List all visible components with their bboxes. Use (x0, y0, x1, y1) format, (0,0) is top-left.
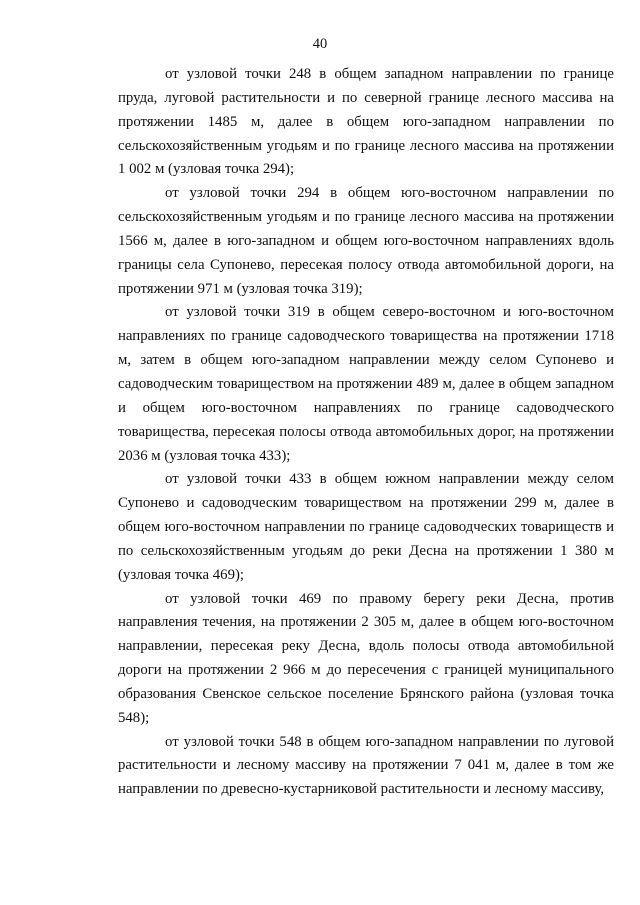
document-body (118, 63, 614, 802)
page-number: 40 (312, 36, 328, 52)
boundary-paragraph-2: от узловой точки 294 в общем юго-восточном направлении по сельскохозяйственным угодьям и по границе лесного массива на протяжении 1566 м, далее в юго-западном и общем юго-восточном направлениях вдоль границы села Супонево, пересекая полосу отвода автомобильной дороги, на протяжении 971 м (узловая точка 319); (118, 185, 614, 297)
boundary-paragraph-3: от узловой точки 319 в общем северо-восточном и юго-восточном направлениях по границе садоводческого товарищества на протяжении 1718 м, затем в общем юго-западном направлении между селом Супонево и садоводческим товариществом на протяжении 489 м, далее в общем западном и общем юго-восточном направлениях по границе садоводческого товарищества, пересекая полосы отвода автомобильных дорог, на протяжении 2036 м (узловая точка 433); (118, 304, 614, 464)
boundary-paragraph-6: от узловой точки 548 в общем юго-западном направлении по луговой растительности и лесному массиву на протяжении 7 041 м, далее в том же направлении по древесно-кустарниковой растительности и лесному массиву, (118, 733, 614, 798)
boundary-paragraph-1: от узловой точки 248 в общем западном направлении по границе пруда, луговой растительности и по северной границе лесного массива на протяжении 1485 м, далее в общем юго-западном направлении по сельскохозяйственным угодьям и по границе лесного массива на протяжении 1 002 м (узловая точка 294); (118, 66, 614, 178)
boundary-paragraph-4: от узловой точки 433 в общем южном направлении между селом Супонево и садоводческим товариществом на протяжении 299 м, далее в общем юго-восточном направлении по границе садоводческих товариществ и по сельскохозяйственным угодьям до реки Десна на протяжении 1 380 м (узловая точка 469); (118, 471, 614, 583)
boundary-paragraph-5: от узловой точки 469 по правому берегу реки Десна, против направления течения, на протяжении 2 305 м, далее в общем юго-восточном направлении, пересекая реку Десна, вдоль полосы отвода автомобильной дороги на протяжении 2 966 м до пересечения с границей муниципального образования Свенское сельское поселение Брянского района (узловая точка 548); (118, 590, 614, 726)
